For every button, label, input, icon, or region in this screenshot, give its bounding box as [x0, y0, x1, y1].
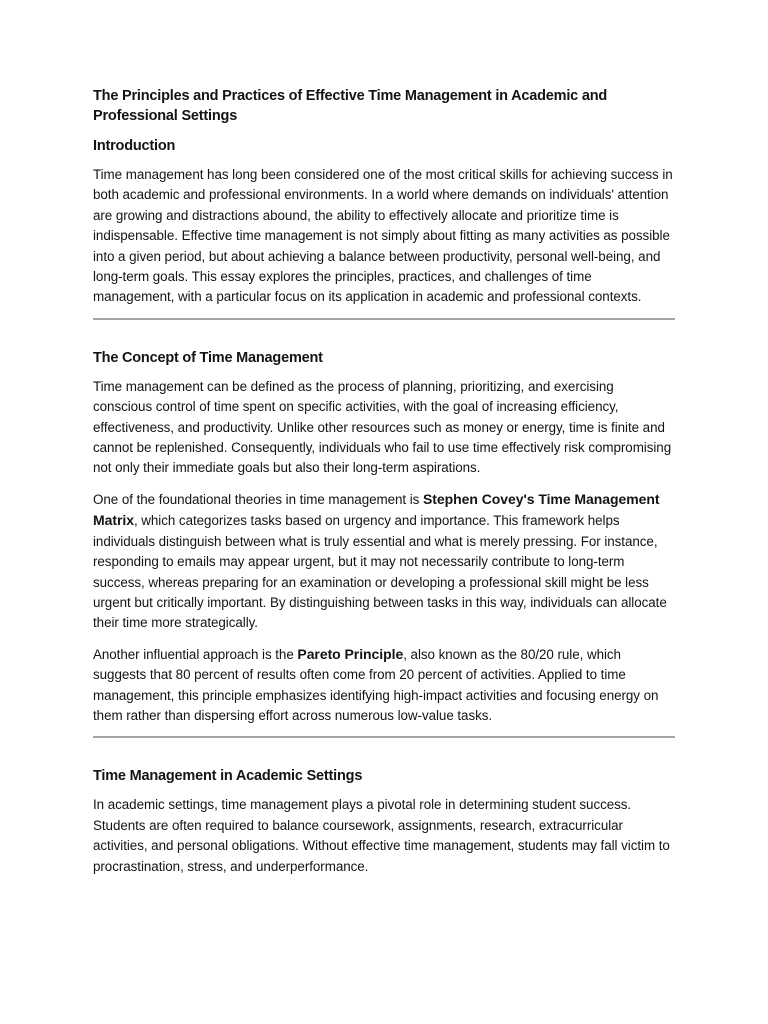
section-divider [93, 318, 675, 320]
concept-heading: The Concept of Time Management [93, 349, 323, 366]
introduction-paragraph: Time management has long been considered one of the most critical skills for achieving success in both academic and professional environments. In a world where demands on individuals' attention are growing and distractions abound, the ability to effectively allocate and prioritize time is indispensable. Effective time management is not simply about fitting as many activities as possible into a given period, but about achieving a balance between productivity, personal well-being, and long-term goals. This essay explores the principles, practices, and challenges of time management, with a particular focus on its application in academic and professional contexts. [93, 167, 673, 305]
covey-matrix-term: Stephen Covey's Time Management Matrix [93, 490, 660, 529]
document-page [93, 86, 675, 887]
academic-paragraph-1: In academic settings, time management plays a pivotal role in determining student success. Students are often required to balance coursework, assignments, research, extracurricular activities, and personal obligations. Without effective time management, students may fall victim to procrastination, stress, and underperformance. [93, 797, 670, 874]
academic-heading: Time Management in Academic Settings [93, 768, 363, 785]
pareto-principle-term: Pareto Principle [297, 645, 404, 662]
document-title: The Principles and Practices of Effective Time Management in Academic and Professional Settings [93, 88, 608, 124]
section-divider [93, 736, 675, 738]
academic-section [93, 766, 675, 877]
concept-paragraph-2 [93, 489, 675, 634]
concept-paragraph-2-lead: One of the foundational theories in time management is [93, 491, 423, 507]
concept-paragraph-3-rest: , also known as the 80/20 rule, which suggests that 80 percent of results often come from 20 percent of activities. Applied to time management, this principle emphasizes identifying high-impact activities and focusing energy on them rather than dispersing effort across numerous low-value tasks. [93, 646, 659, 723]
concept-section [93, 348, 675, 727]
introduction-heading: Introduction [93, 138, 176, 154]
concept-paragraph-3 [93, 644, 675, 727]
introduction-section [93, 136, 675, 308]
concept-paragraph-2-rest: , which categorizes tasks based on urgency and importance. This framework helps individuals distinguish between what is truly essential and what is merely pressing. For instance, responding to emails may appear urgent, but it may not necessarily contribute to long-term success, whereas preparing for an examination or developing a professional skill might be less urgent but critically important. By distinguishing between tasks in this way, individuals can allocate their time more strategically. [93, 513, 667, 631]
concept-paragraph-3-lead: Another influential approach is the [93, 646, 298, 662]
concept-paragraph-1: Time management can be defined as the process of planning, prioritizing, and exercising conscious control of time spent on specific activities, with the goal of increasing efficiency, effectiveness, and productivity. Unlike other resources such as money or energy, time is finite and cannot be replenished. Consequently, individuals who fail to use time effectively risk compromising not only their immediate goals but also their long-term aspirations. [93, 378, 672, 476]
